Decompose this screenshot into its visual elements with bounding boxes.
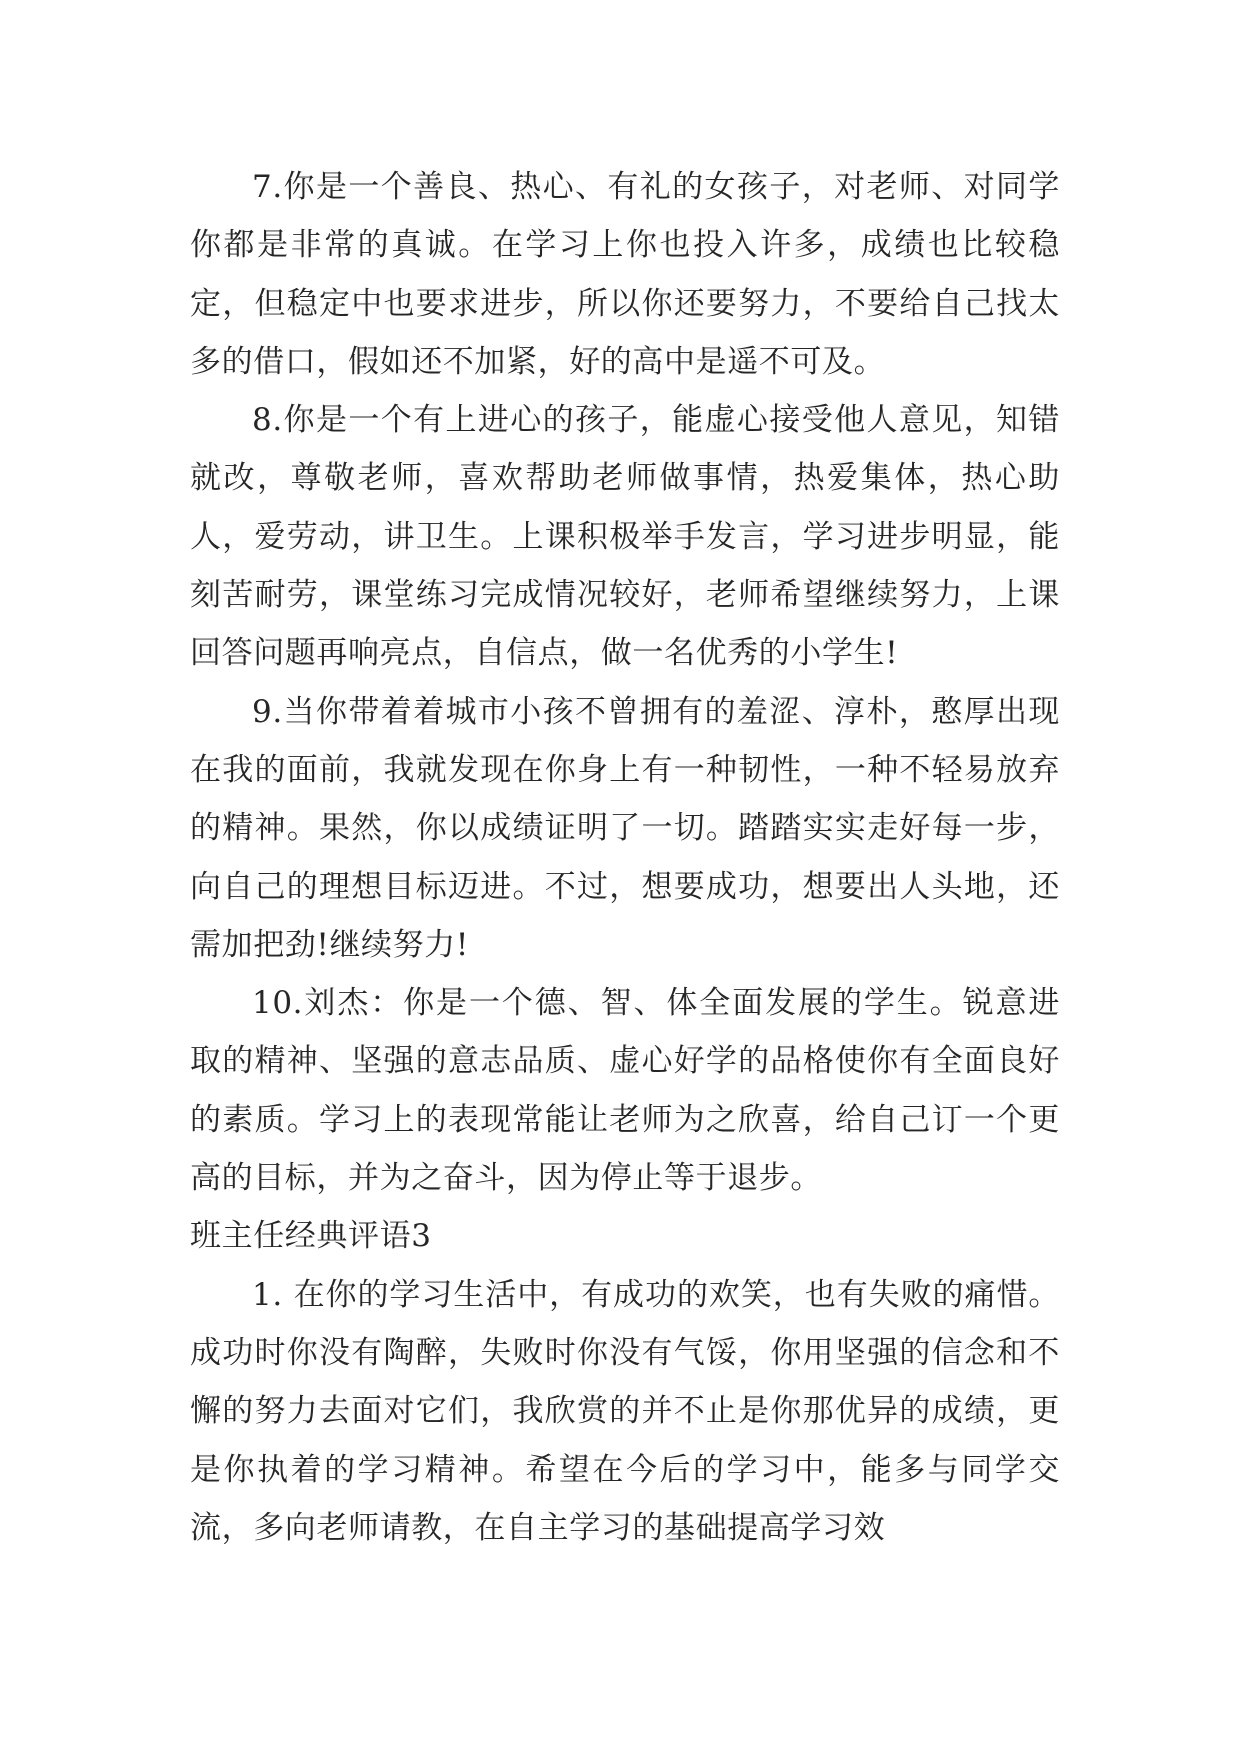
comment-paragraph-10: 10.刘杰：你是一个德、智、体全面发展的学生。锐意进取的精神、坚强的意志品质、虚心好学的品格使你有全面良好的素质。学习上的表现常能让老师为之欣喜，给自己订一个更高的目标，并为之奋斗，因为停止等于退步。	[190, 985, 1060, 1197]
comment-paragraph-7: 7.你是一个善良、热心、有礼的女孩子，对老师、对同学你都是非常的真诚。在学习上你也投入许多，成绩也比较稳定，但稳定中也要求进步，所以你还要努力，不要给自己找太多的借口，假如还不加紧，好的高中是遥不可及。	[190, 169, 1060, 380]
comment-paragraph-1: 1. 在你的学习生活中，有成功的欢笑，也有失败的痛惜。成功时你没有陶醉，失败时你没有气馁，你用坚强的信念和不懈的努力去面对它们，我欣赏的并不止是你那优异的成绩，更是你执着的学习精神。希望在今后的学习中，能多与同学交流，多向老师请教，在自主学习的基础提高学习效	[190, 1276, 1060, 1546]
comment-paragraph-9: 9.当你带着着城市小孩不曾拥有的羞涩、淳朴，憨厚出现在我的面前，我就发现在你身上有一种韧性，一种不轻易放弃的精神。果然，你以成绩证明了一切。踏踏实实走好每一步，向自己的理想目标迈进。不过，想要成功，想要出人头地，还需加把劲!继续努力!	[190, 693, 1060, 963]
document-body	[190, 158, 1060, 1557]
section-heading: 班主任经典评语3	[190, 1218, 432, 1255]
comment-paragraph-8: 8.你是一个有上进心的孩子，能虚心接受他人意见，知错就改，尊敬老师，喜欢帮助老师做事情，热爱集体，热心助人，爱劳动，讲卫生。上课积极举手发言，学习进步明显，能刻苦耐劳，课堂练习完成情况较好，老师希望继续努力，上课回答问题再响亮点，自信点，做一名优秀的小学生!	[190, 402, 1060, 672]
